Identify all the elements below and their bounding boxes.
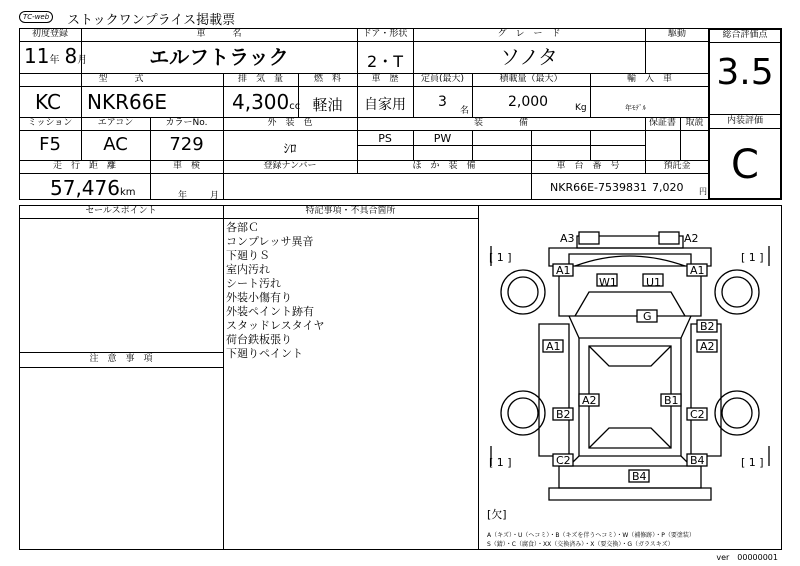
load-label: 積載量（最大） (499, 74, 563, 84)
grade-label: グ レ ー ド (497, 29, 561, 39)
model-prefix: KC (35, 90, 61, 114)
history-value: 自家用 (364, 97, 406, 113)
mission-label: ミッション (27, 118, 73, 128)
interior-score: C (731, 142, 759, 188)
damage-mark: B1 (664, 394, 679, 407)
load-value: 2,000 (508, 94, 549, 110)
first-reg-value: 11年 8月 (24, 44, 88, 68)
remark-item: 各部Ｃ (226, 221, 259, 234)
bracket-label: [ 1 ] (741, 251, 764, 264)
interior-score-label: 内装評価 (710, 115, 780, 129)
remark-item: 下廻りＳ (226, 249, 270, 262)
price-label: 預託金 (663, 161, 691, 171)
remark-item: 室内汚れ (226, 263, 270, 276)
history-label: 車 歴 (371, 74, 399, 84)
damage-mark: C2 (690, 408, 705, 421)
notes-label: 注 意 事 項 (89, 354, 153, 364)
capacity-unit: 名 (460, 106, 470, 116)
damage-mark: A3 (560, 232, 575, 245)
fuel-label: 燃 料 (313, 74, 341, 84)
displacement-value: 4,300cc (232, 90, 301, 114)
equip-label: 装 備 (473, 118, 528, 128)
overall-score-label: 総合評価点 (710, 29, 780, 43)
capacity-label: 定員(最大) (420, 74, 465, 84)
inspection-label: 車 検 (172, 161, 200, 171)
price-value: 7,020 (652, 181, 684, 194)
model-label: 型 式 (98, 74, 144, 84)
chassis-value: NKR66E-7539831 (550, 181, 647, 194)
load-unit: Kg (575, 103, 587, 113)
equip-pw: PW (433, 132, 452, 145)
bracket-label: [ 1 ] (489, 456, 512, 469)
drive-label: 駆動 (667, 29, 686, 39)
fuel-value: 軽油 (312, 96, 343, 114)
exterior-label: 外 装 色 (267, 118, 313, 128)
damage-mark: A2 (684, 232, 699, 245)
damage-mark: B2 (700, 320, 715, 333)
damage-mark: A1 (556, 264, 571, 277)
remark-item: スタッドレスタイヤ (226, 319, 325, 332)
capacity-value: 3 (438, 94, 447, 110)
damage-mark: A2 (582, 394, 597, 407)
warranty-label: 保証書 (648, 118, 676, 128)
exterior-value: ｼﾛ (283, 142, 297, 157)
damage-mark: B2 (556, 408, 571, 421)
aircon-value: AC (103, 134, 128, 155)
mileage-label: 走 行 距 離 (52, 161, 116, 171)
remark-item: 下廻りペイント (226, 347, 303, 360)
legend-line2: S（錆）・C（腐食）・XX（交換済み）・X（要交換）・G（ガラスキズ） (487, 541, 674, 548)
damage-mark: B4 (632, 470, 647, 483)
missing-label: [欠] (487, 508, 507, 521)
color-no-label: カラーNo. (165, 118, 208, 128)
overall-score: 3.5 (716, 52, 774, 93)
sales-point-label: セールスポイント (85, 206, 157, 216)
other-equip-label: ほ か 装 備 (412, 161, 476, 171)
chassis-label: 車 台 番 号 (556, 161, 620, 171)
model-value: NKR66E (87, 90, 168, 114)
door-label: ドア・形状 (362, 29, 408, 39)
version-label: ver 00000001 (716, 553, 778, 562)
remarks-list (226, 221, 324, 361)
damage-mark: C2 (556, 454, 571, 467)
grade-value: ソノタ (500, 45, 558, 69)
page-title: ストックワンプライス掲載票 (67, 13, 236, 28)
mileage-value: 57,476km (50, 176, 136, 200)
wheel-icon (501, 270, 759, 435)
plate-label: 登録ナンバー (263, 161, 317, 171)
manual-label: 取説 (685, 118, 704, 128)
logo: TC-web (19, 11, 53, 23)
remark-item: 外装ペイント跡有 (226, 305, 314, 318)
inspection-year: 年 (178, 191, 188, 201)
mission-value: F5 (39, 134, 61, 155)
damage-mark: B4 (690, 454, 705, 467)
import-label: 輸 入 車 (626, 74, 672, 84)
car-name-label: 車 名 (196, 29, 242, 39)
remark-item: 外装小傷有り (226, 291, 292, 304)
color-no-value: 729 (169, 134, 204, 155)
damage-mark: G (643, 310, 652, 323)
bracket-label: [ 1 ] (489, 251, 512, 264)
remark-item: コンプレッサ異音 (226, 235, 314, 248)
import-model: 年ﾓﾃﾞﾙ (625, 104, 646, 112)
remark-item: シート汚れ (226, 277, 281, 290)
car-name: エルフトラック (149, 45, 289, 69)
remark-item: 荷台鉄板張り (226, 333, 292, 346)
damage-mark: W1 (599, 276, 617, 289)
bracket-label: [ 1 ] (741, 456, 764, 469)
damage-mark: U1 (646, 276, 662, 289)
inspection-month: 月 (210, 191, 220, 201)
damage-mark: A1 (546, 340, 561, 353)
door-value: 2・T (367, 52, 403, 71)
price-unit: 円 (699, 187, 707, 196)
equip-ps: PS (378, 132, 392, 145)
displacement-label: 排 気 量 (237, 74, 283, 84)
damage-diagram (479, 206, 781, 549)
legend-line1: A（キズ）・U（ヘコミ）・B（キズを伴うヘコミ）・W（補修跡）・P（要塗装） (487, 532, 695, 539)
damage-mark: A1 (690, 264, 705, 277)
first-reg-label: 初度登録 (31, 29, 68, 39)
remarks-label: 特記事項・不具合箇所 (305, 206, 396, 216)
aircon-label: エアコン (97, 118, 134, 128)
damage-mark: A2 (700, 340, 715, 353)
